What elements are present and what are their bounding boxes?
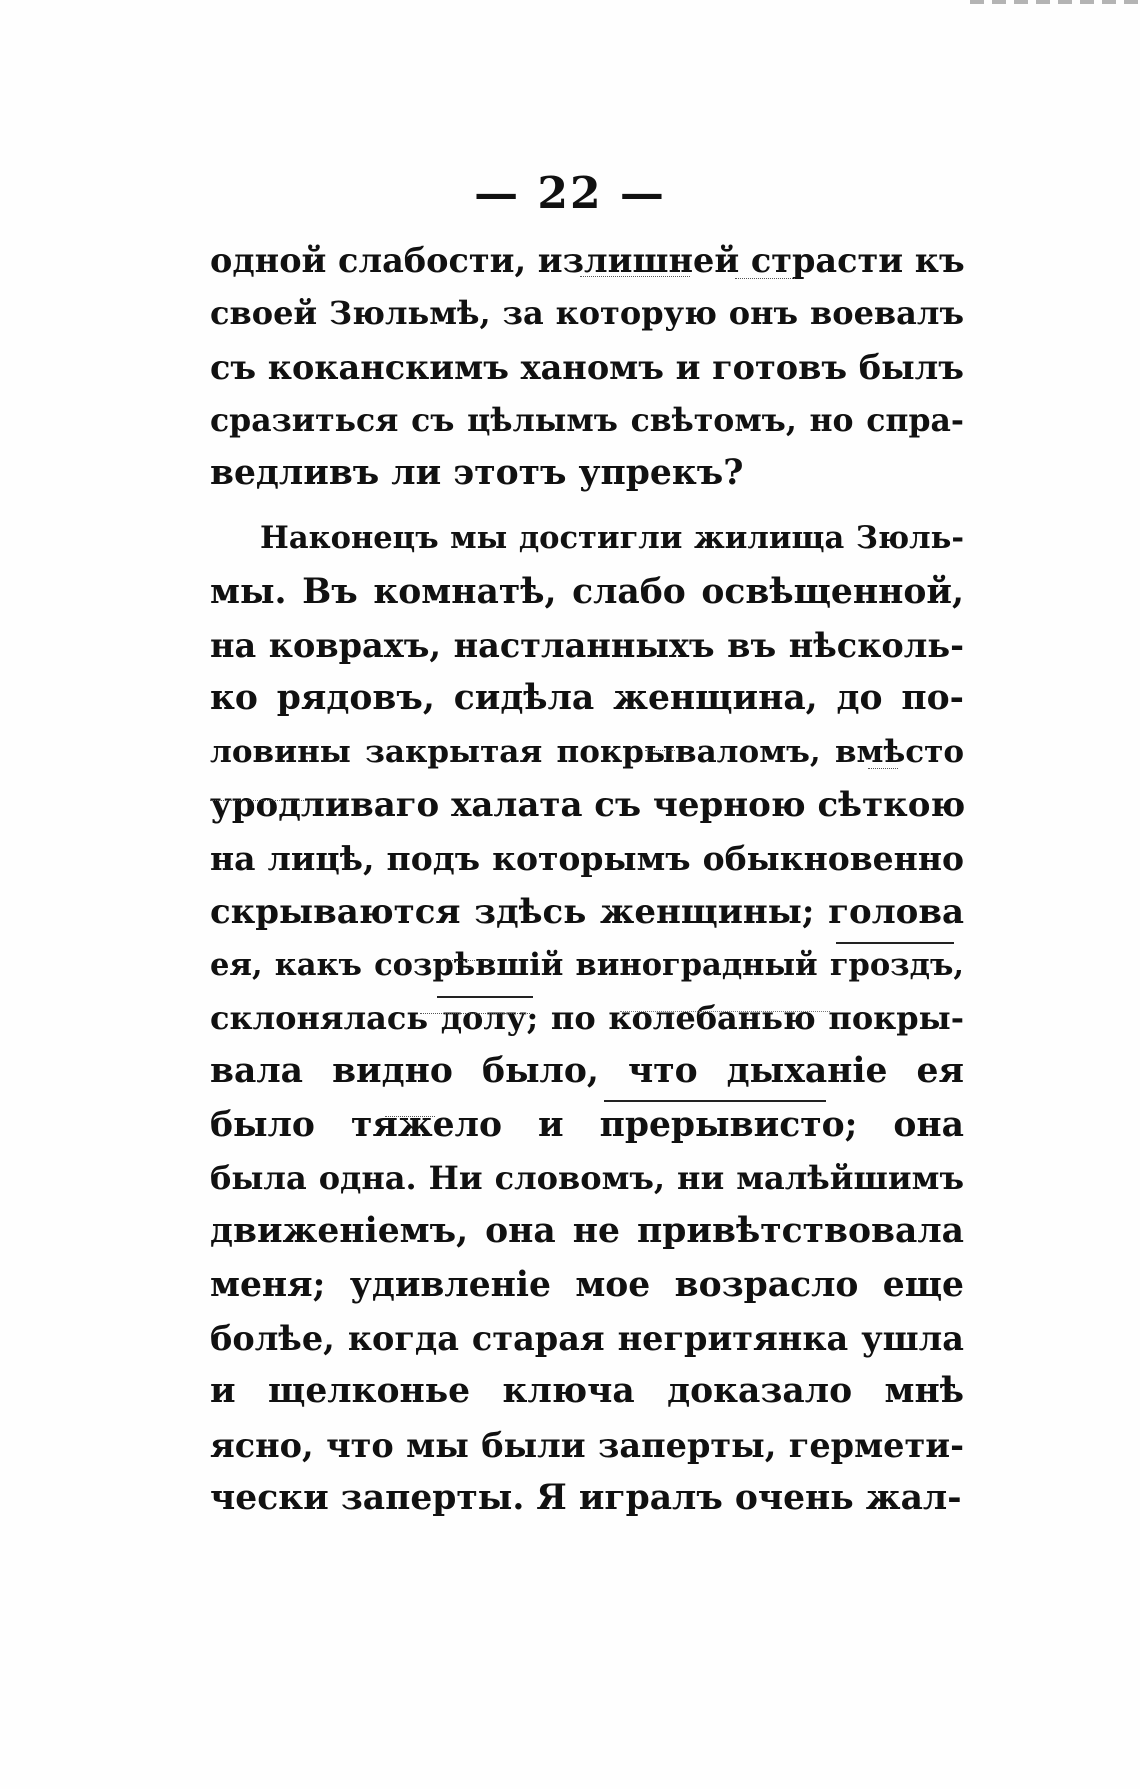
scan-edge-mark	[970, 0, 1140, 4]
pen-underline	[437, 996, 533, 998]
pen-underline	[604, 1100, 826, 1102]
text-line: болѣе, когда старая негритянка ушла	[210, 1318, 964, 1358]
text-line: ея, какъ созрѣвшій виноградный гроздъ,	[210, 946, 964, 983]
text-line: была одна. Ни словомъ, ни малѣйшимъ	[210, 1159, 964, 1198]
handwritten-annotation	[620, 1003, 830, 1012]
text-line: вала видно было, что дыханіе ея	[210, 1051, 964, 1092]
text-line: склонялась долу; по колебанью покры-	[210, 999, 964, 1038]
text-line: и щелконье ключа доказало мнѣ	[210, 1371, 964, 1412]
handwritten-annotation	[645, 740, 675, 751]
text-line: одной слабости, излишней страсти къ	[210, 241, 965, 280]
pen-underline	[836, 942, 954, 944]
text-line: ведливъ ли этотъ упрекъ?	[210, 453, 744, 494]
handwritten-annotation	[580, 268, 690, 277]
text-line: уродливаго халата съ черною сѣткою	[210, 784, 966, 825]
text-line: съ коканскимъ ханомъ и готовъ былъ	[210, 347, 964, 387]
text-line: Наконецъ мы достигли жилища Зюль-	[260, 520, 964, 557]
text-line: сразиться съ цѣлымъ свѣтомъ, но спра-	[210, 401, 964, 439]
handwritten-annotation	[420, 1005, 530, 1014]
text-line: движеніемъ, она не привѣтствовала	[210, 1211, 964, 1252]
paragraph-gap	[210, 500, 964, 512]
text-line: своей Зюльмѣ, за которую онъ воевалъ	[210, 294, 964, 333]
text-line: ко рядовъ, сидѣла женщина, до по-	[210, 678, 964, 719]
handwritten-annotation	[385, 1108, 435, 1117]
page-text	[210, 234, 964, 1525]
text-line: скрываются здѣсь женщины; голова	[210, 891, 964, 932]
text-line: было тяжело и прерывисто; она	[210, 1104, 964, 1145]
text-line: меня; удивленіе мое возрасло еще	[210, 1264, 964, 1305]
handwritten-annotation	[210, 792, 320, 801]
text-line: мы. Въ комнатѣ, слабо освѣщенной,	[210, 571, 964, 612]
text-line: на коврахъ, настланныхъ въ нѣсколь-	[210, 626, 964, 666]
handwritten-annotation	[735, 270, 795, 279]
text-line: ясно, что мы были заперты, гермети-	[210, 1425, 964, 1465]
text-line: на лицѣ, подъ которымъ обыкновенно	[210, 839, 964, 879]
page-number: — 22 —	[474, 168, 666, 219]
text-line: чески заперты. Я игралъ очень жал-	[210, 1477, 962, 1518]
handwritten-annotation	[445, 952, 495, 961]
text-line: ловины закрытая покрываломъ, вмѣсто	[210, 733, 964, 770]
handwritten-annotation	[868, 760, 898, 769]
